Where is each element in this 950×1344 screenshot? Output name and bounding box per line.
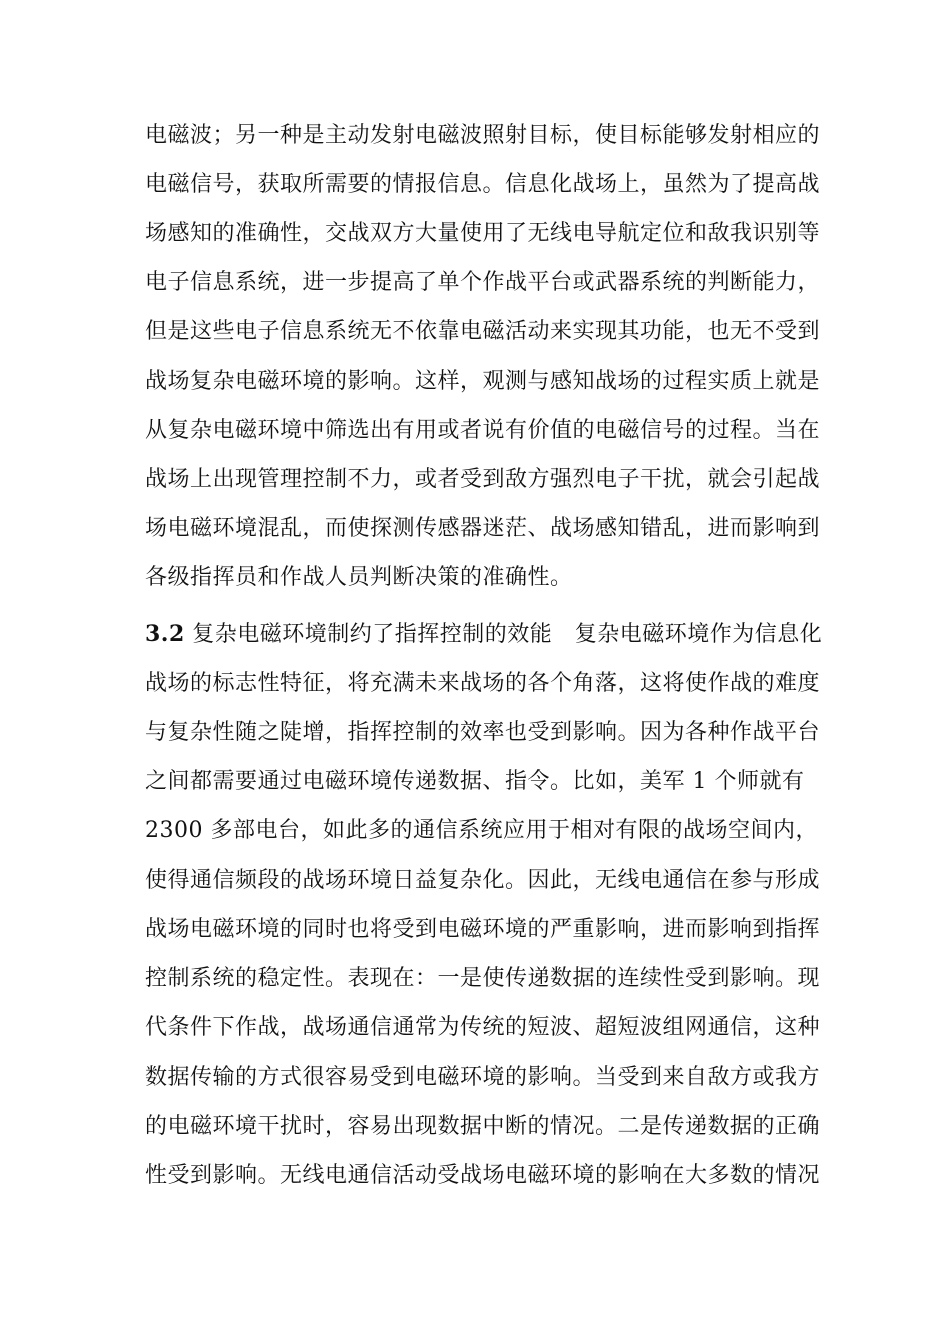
text-line: 各级指挥员和作战人员判断决策的准确性。 <box>145 565 573 590</box>
section-heading-line <box>145 619 823 649</box>
text-line: 数据传输的方式很容易受到电磁环境的影响。当受到来自敌方或我方 <box>145 1065 821 1090</box>
text-line: 电磁波；另一种是主动发射电磁波照射目标，使目标能够发射相应的 <box>145 123 821 148</box>
text-line: 战场电磁环境的同时也将受到电磁环境的严重影响，进而影响到指挥 <box>145 917 821 942</box>
text-line: 战场的标志性特征，将充满未来战场的各个角落，这将使作战的难度 <box>145 671 821 696</box>
text-line: 使得通信频段的战场环境日益复杂化。因此，无线电通信在参与形成 <box>145 868 821 893</box>
section-number: 3.2 <box>145 621 185 647</box>
text-line: 电子信息系统，进一步提高了单个作战平台或武器系统的判断能力， <box>145 270 821 295</box>
text-line: 代条件下作战，战场通信通常为传统的短波、超短波组网通信，这种 <box>145 1015 821 1040</box>
section-heading-text: 复杂电磁环境制约了指挥控制的效能 复杂电磁环境作为信息化 <box>184 622 823 647</box>
text-line: 战场上出现管理控制不力，或者受到敌方强烈电子干扰，就会引起战 <box>145 467 821 492</box>
text-line: 2300 多部电台，如此多的通信系统应用于相对有限的战场空间内， <box>145 818 818 843</box>
text-line: 但是这些电子信息系统无不依靠电磁活动来实现其功能，也无不受到 <box>145 319 821 344</box>
text-line: 的电磁环境干扰时，容易出现数据中断的情况。二是传递数据的正确 <box>145 1114 821 1139</box>
text-line: 之间都需要通过电磁环境传递数据、指令。比如，美军 1 个师就有 <box>145 769 805 794</box>
text-line: 控制系统的稳定性。表现在：一是使传递数据的连续性受到影响。现 <box>145 966 821 991</box>
text-line: 与复杂性随之陡增，指挥控制的效率也受到影响。因为各种作战平台 <box>145 720 821 745</box>
text-line: 从复杂电磁环境中筛选出有用或者说有价值的电磁信号的过程。当在 <box>145 418 821 443</box>
text-line: 场电磁环境混乱，而使探测传感器迷茫、战场感知错乱，进而影响到 <box>145 516 821 541</box>
text-line: 电磁信号，获取所需要的情报信息。信息化战场上，虽然为了提高战 <box>145 172 821 197</box>
text-line: 场感知的准确性，交战双方大量使用了无线电导航定位和敌我识别等 <box>145 221 821 246</box>
text-line: 性受到影响。无线电通信活动受战场电磁环境的影响在大多数的情况 <box>145 1163 821 1188</box>
text-line: 战场复杂电磁环境的影响。这样，观测与感知战场的过程实质上就是 <box>145 369 821 394</box>
